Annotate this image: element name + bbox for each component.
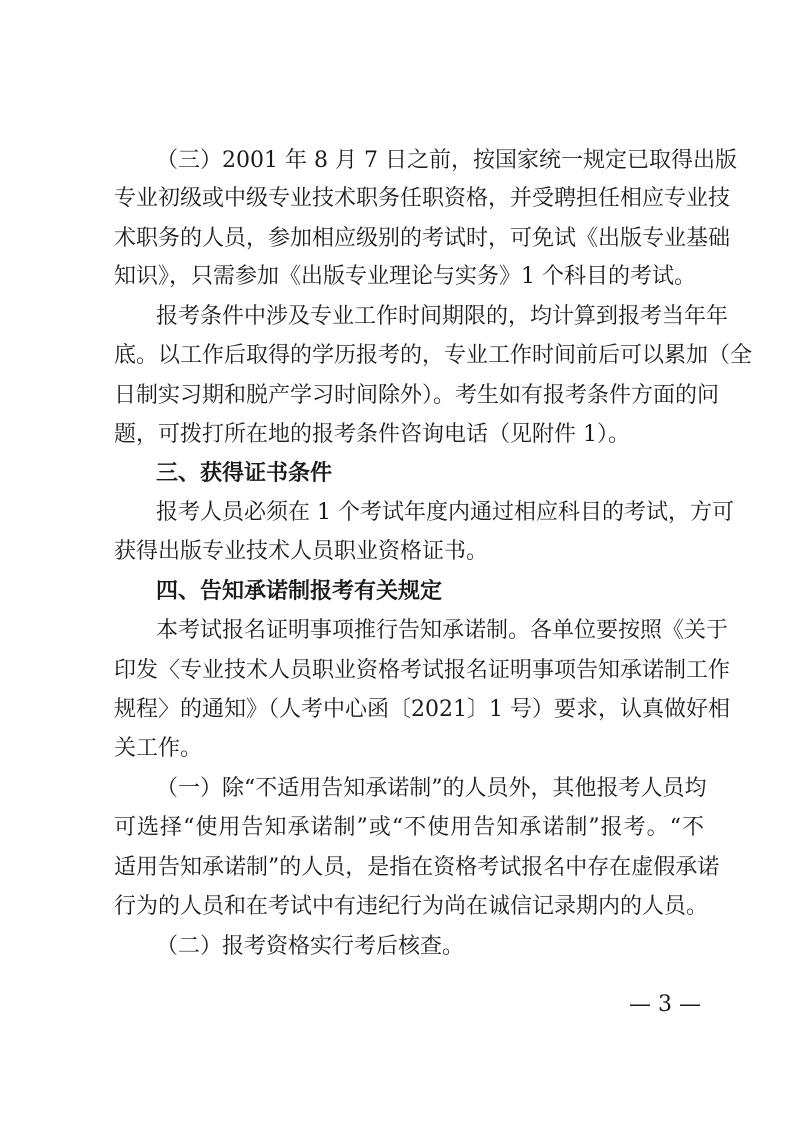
text-line: （三）2001 年 8 月 7 日之前，按国家统一规定已取得出版 <box>156 148 737 173</box>
text-line: 可选择“使用告知承诺制”或“不使用告知承诺制”报考。“不 <box>114 815 704 840</box>
text-line: 题，可拨打所在地的报考条件咨询电话（见附件 1）。 <box>114 422 630 447</box>
text-line: 行为的人员和在考试中有违纪行为尚在诚信记录期内的人员。 <box>114 894 709 919</box>
text-line: 底。以工作后取得的学历报考的，专业工作时间前后可以累加（全 <box>114 343 753 368</box>
text-line: 知识》，只需参加《出版专业理论与实务》1 个科目的考试。 <box>114 264 696 289</box>
text-line: 日制实习期和脱产学习时间除外）。考生如有报考条件方面的问 <box>114 383 720 408</box>
text-line: 报考条件中涉及专业工作时间期限的，均计算到报考当年年 <box>156 304 729 329</box>
text-line: （二）报考资格实行考后核查。 <box>156 934 465 959</box>
section-heading: 三、获得证书条件 <box>156 461 333 486</box>
text-line: 报考人员必须在 1 个考试年度内通过相应科目的考试，方可 <box>156 500 734 525</box>
text-line: 专业初级或中级专业技术职务任职资格，并受聘担任相应专业技 <box>114 186 731 211</box>
page-number: — 3 — <box>629 992 701 1017</box>
text-line: 本考试报名证明事项推行告知承诺制。各单位要按照《关于 <box>156 618 729 643</box>
text-line: 规程〉的通知》（人考中心函〔2021〕1 号）要求，认真做好相 <box>114 697 730 722</box>
text-line: 术职务的人员，参加相应级别的考试时，可免试《出版专业基础 <box>114 226 731 251</box>
text-line: 适用告知承诺制”的人员，是指在资格考试报名中存在虚假承诺 <box>114 855 720 880</box>
text-line: 关工作。 <box>114 736 203 761</box>
section-heading: 四、告知承诺制报考有关规定 <box>156 579 443 604</box>
text-line: 获得出版专业技术人员职业资格证书。 <box>114 539 489 564</box>
text-line: （一）除“不适用告知承诺制”的人员外，其他报考人员均 <box>156 776 707 801</box>
text-line: 印发〈专业技术人员职业资格考试报名证明事项告知承诺制工作 <box>114 658 731 683</box>
